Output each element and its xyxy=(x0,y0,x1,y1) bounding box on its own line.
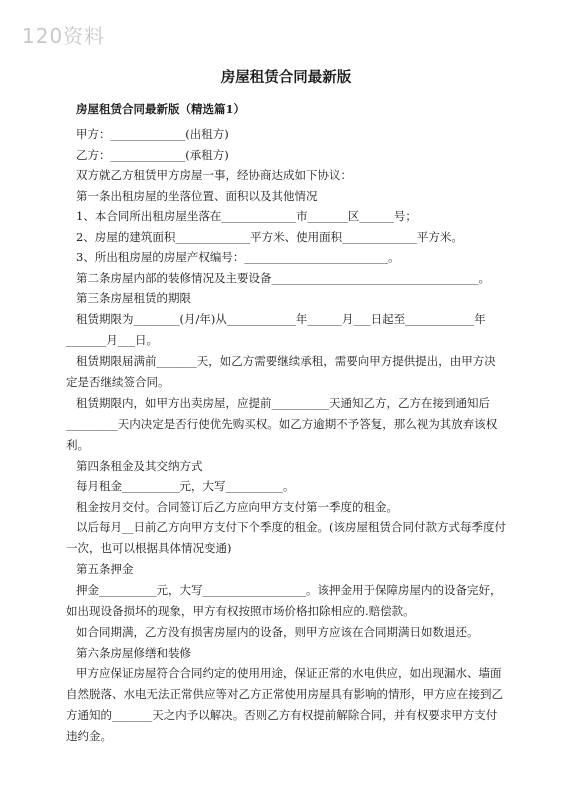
lease-term-paragraph: 租赁期限为________(月/年)从____________年______月___日起至____________年_______月___日。 xyxy=(66,311,486,347)
watermark: 120资料 xyxy=(22,24,106,48)
preemption-paragraph: 租赁期限内，如甲方出卖房屋，应提前__________天通知乙方，乙方在接到通知后_________天内决定是否行使优先购买权。如乙方逾期不予答复，那么视为其放弃该权利。 xyxy=(66,395,498,452)
clause-5-heading: 第五条押金 xyxy=(76,562,134,576)
document-page xyxy=(66,66,506,747)
party-a-line: 甲方：_____________(出租方) xyxy=(76,127,229,141)
rent-schedule-paragraph: 以后每月__日前乙方向甲方支付下个季度的租金。(该房屋租赁合同付款方式每季度付一次，也可以根据具体情况变通) xyxy=(66,520,506,555)
document-title: 房屋租赁合同最新版 xyxy=(220,69,352,86)
monthly-rent-line: 每月租金__________元，大写__________。 xyxy=(76,479,295,493)
renewal-paragraph: 租赁期限届满前_______天，如乙方需要继续承租，需要向甲方提供提出，由甲方决定是否继续签合同。 xyxy=(66,353,496,389)
agreement-intro: 双方就乙方租赁甲方房屋一事，经协商达成如下协议： xyxy=(76,168,352,182)
deposit-paragraph: 押金__________元，大写__________________。该押金用于保障房屋内的设备完好，如出现设备损坏的现象，甲方有权按照市场价格扣除相应的.赔偿款。 xyxy=(66,582,502,618)
clause-1-item-3: 3、所出租房屋的房屋产权编号：_________________________。 xyxy=(76,250,400,264)
clause-1-heading: 第一条出租房屋的坐落位置、面积以及其他情况 xyxy=(76,188,318,203)
repair-paragraph: 甲方应保证房屋符合合同约定的使用用途，保证正常的水电供应，如出现漏水、墙面自然脱落、水电无法正常供应等对乙方正常使用房屋具有影响的情形，甲方应在接到乙方通知的_______天之内予以解决。否则乙方有权提前解除合同，并有权要求甲方支付违约金。 xyxy=(66,666,503,743)
clause-6-heading: 第六条房屋修缮和装修 xyxy=(76,645,191,660)
clause-4-heading: 第四条租金及其交纳方式 xyxy=(76,458,203,473)
deposit-refund-paragraph: 如合同期满，乙方没有损害房屋内的设备，则甲方应该在合同期满日如数退还。 xyxy=(76,624,479,639)
clause-1-item-2: 2、房屋的建筑面积_____________平方米、使用面积_____________平方米。 xyxy=(76,229,463,244)
clause-3-heading: 第三条房屋租赁的期限 xyxy=(76,291,191,305)
rent-payment-line: 租金按月交付。合同签订后乙方应向甲方支付第一季度的租金。 xyxy=(76,499,398,514)
clause-1-item-1: 1、本合同所出租房屋坐落在_____________市_______区______号； xyxy=(76,209,417,223)
party-b-line: 乙方：_____________(承租方) xyxy=(76,147,229,162)
clause-2-heading: 第二条房屋内部的装修情况及主要设备____________________________________。 xyxy=(76,270,490,285)
document-subtitle: 房屋租赁合同最新版（精选篇1） xyxy=(76,102,245,116)
